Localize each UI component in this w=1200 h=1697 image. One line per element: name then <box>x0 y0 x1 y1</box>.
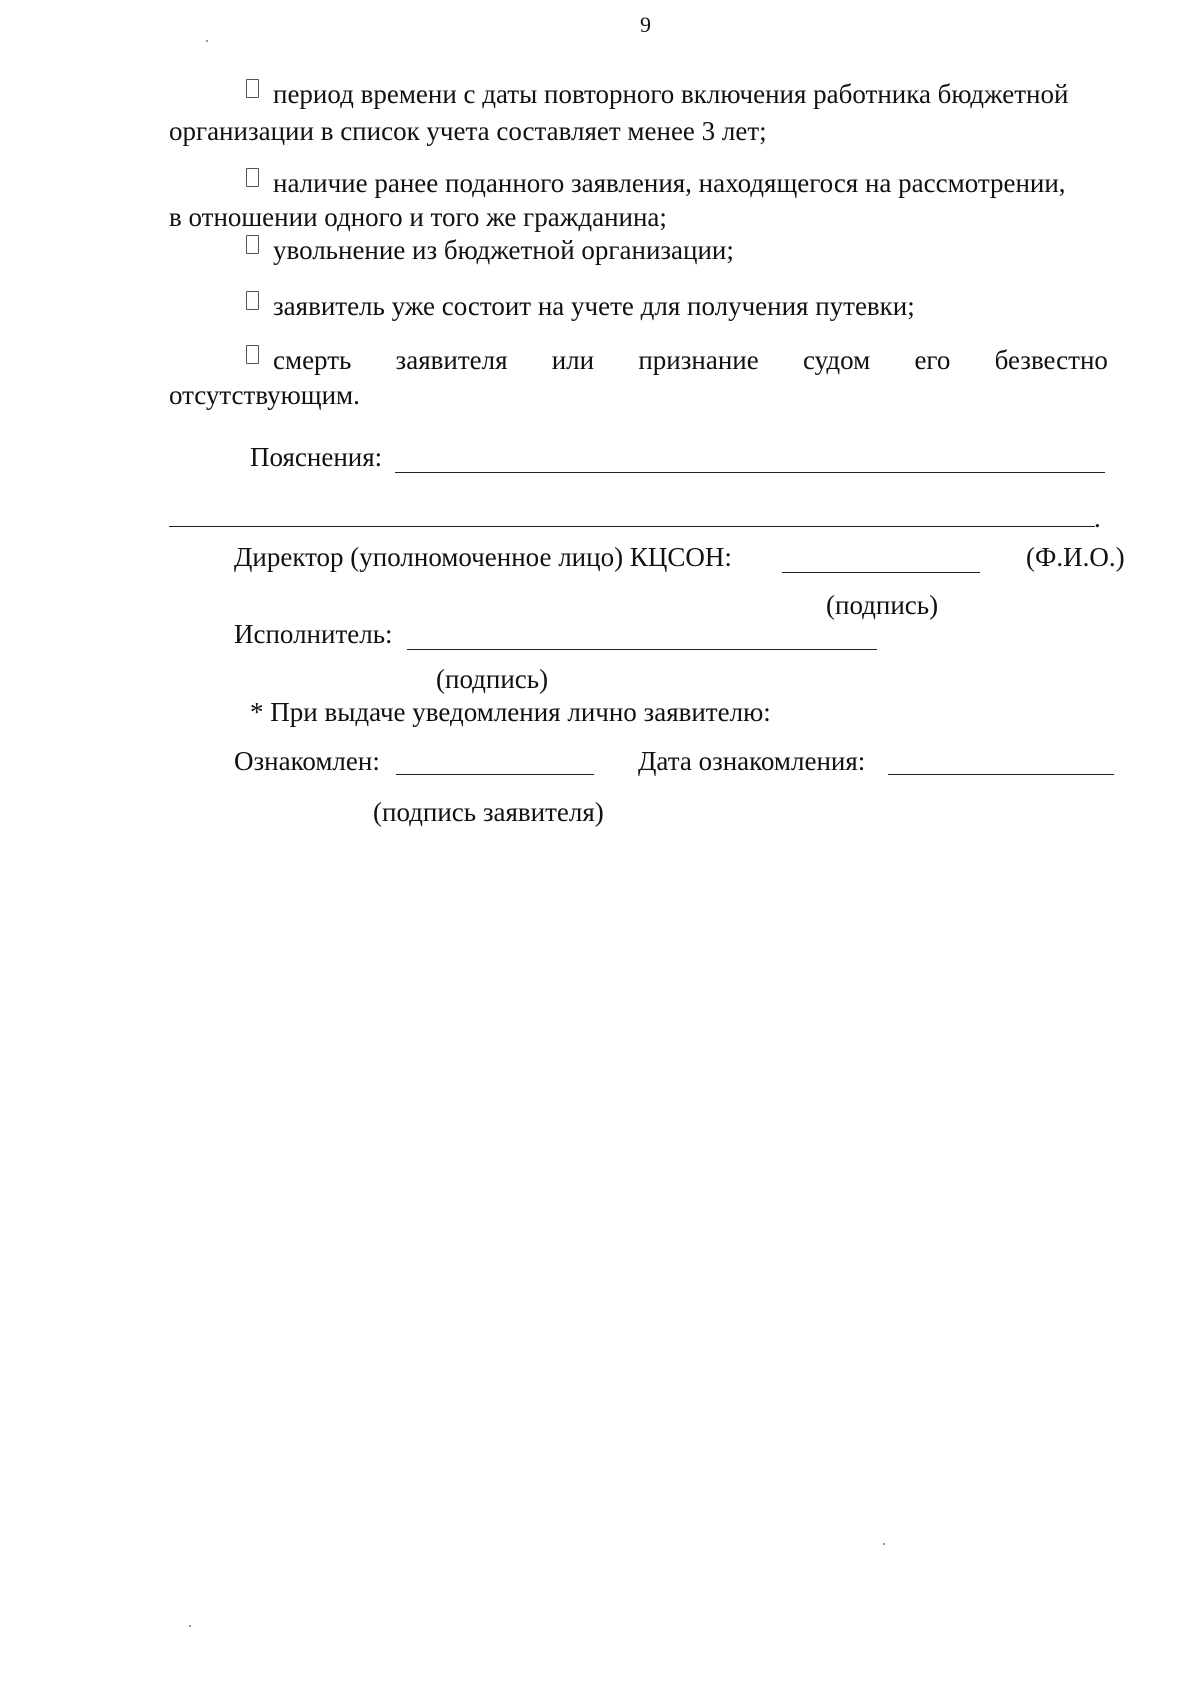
executor-signature-field[interactable] <box>407 649 877 650</box>
explanations-label: Пояснения: <box>250 442 383 472</box>
list-item <box>246 167 1066 199</box>
applicant-signature-caption: (подпись заявителя) <box>373 797 604 827</box>
executor-label: Исполнитель: <box>234 619 393 649</box>
list-item <box>246 78 1068 110</box>
item-text-continuation: организации в список учета составляет менее 3 лет; <box>169 116 767 146</box>
director-label: Директор (уполномоченное лицо) КЦСОН: <box>234 542 732 572</box>
checkbox-icon <box>246 79 259 98</box>
item-text: увольнение из бюджетной организации; <box>273 235 734 265</box>
director-signature-caption: (подпись) <box>826 590 939 620</box>
list-item <box>246 234 734 266</box>
executor-signature-caption: (подпись) <box>436 664 549 694</box>
acquainted-signature-field[interactable] <box>396 774 594 775</box>
checkbox-icon <box>246 345 259 364</box>
item-text: заявитель уже состоит на учете для получения путевки; <box>273 291 915 321</box>
fio-label: (Ф.И.О.) <box>1026 542 1125 572</box>
item-text-continuation: отсутствующим. <box>169 380 360 410</box>
list-item <box>246 344 1108 376</box>
issuance-note: * При выдаче уведомления лично заявителю: <box>250 697 771 727</box>
item-word: его <box>914 345 951 375</box>
item-text: период времени с даты повторного включения работника бюджетной <box>273 79 1069 109</box>
director-signature-field[interactable] <box>782 572 980 573</box>
item-word: заявителя <box>395 345 508 375</box>
acquainted-label: Ознакомлен: <box>234 746 380 776</box>
scan-speck <box>189 1625 191 1627</box>
checkbox-icon <box>246 168 259 187</box>
date-field[interactable] <box>888 774 1114 775</box>
page-number: 9 <box>640 12 651 37</box>
item-word: признание <box>638 345 759 375</box>
list-item <box>246 290 915 322</box>
explanations-field-line-2[interactable] <box>169 526 1095 527</box>
checkbox-icon <box>246 291 259 310</box>
scan-speck <box>883 1543 885 1545</box>
item-text-continuation: в отношении одного и того же гражданина; <box>169 202 667 232</box>
item-word-first: смерть <box>246 344 351 376</box>
scan-speck <box>206 40 208 42</box>
item-word: судом <box>802 345 871 375</box>
explanations-end-period: . <box>1094 503 1101 533</box>
item-word: или <box>551 345 595 375</box>
date-label: Дата ознакомления: <box>638 746 866 776</box>
item-word: безвестно <box>994 345 1108 375</box>
explanations-field-line[interactable] <box>395 472 1105 473</box>
item-text: наличие ранее поданного заявления, находящегося на рассмотрении, <box>273 168 1066 198</box>
checkbox-icon <box>246 235 259 254</box>
